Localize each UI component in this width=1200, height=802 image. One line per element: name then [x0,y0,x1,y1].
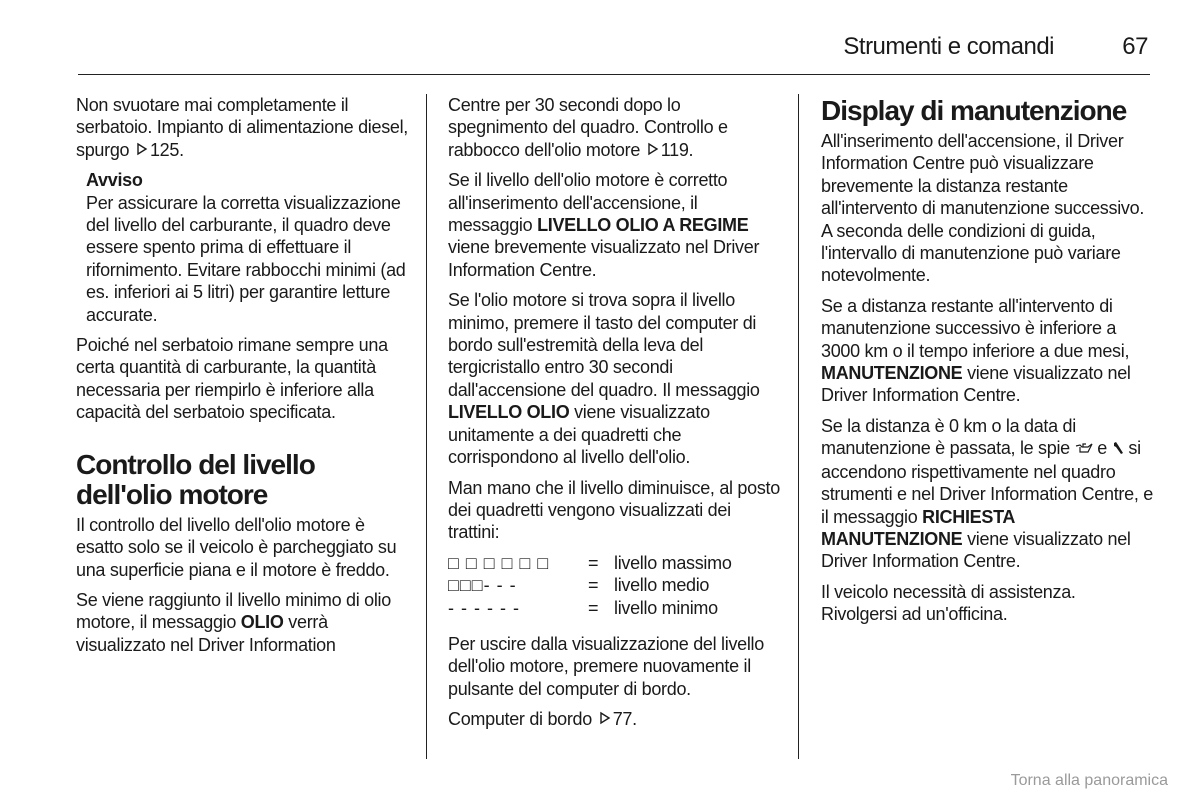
page-header [78,22,1148,72]
back-to-overview-link[interactable]: Torna alla panoramica [1010,772,1168,789]
message-maintenance-request: RICHIESTA MANUTENZIONE [821,506,1015,549]
paragraph: Se a distanza restante all'intervento di manutenzione successivo è inferiore a 3000 km o il tempo inferiore a due mesi, MANUTENZIONE viene visualizzato nel Driver Information Centre. [821,295,1131,406]
wrench-icon [1112,438,1124,460]
paragraph: Il controllo del livello dell'olio motore è esatto solo se il veicolo è parcheggiato su una superficie piana e il motore è freddo. [76,514,397,580]
paragraph: Non svuotare mai completamente il serbatoio. Impianto di alimentazione diesel, spurgo 125. [76,95,408,160]
table-row: □□□- - - = livello medio [448,575,710,596]
paragraph: Man mano che il livello diminuisce, al posto dei quadretti vengono visualizzati dei trattini: [448,477,780,543]
column-divider-1 [426,94,427,759]
paragraph: Poiché nel serbatoio rimane sempre una certa quantità di carburante, la quantità necessaria per riempirlo è inferiore alla capacità del serbatoio specificata. [76,335,388,423]
note-title: Avviso [86,170,143,191]
message-oil: OLIO [240,612,284,633]
table-row: □ □ □ □ □ □ = livello massimo [448,552,732,573]
header-rule [78,74,1150,75]
paragraph: Se l'olio motore si trova sopra il livello minimo, premere il tasto del computer di bordo sull'estremità della leva del tergicristallo entro 30 secondi dall'accensione del quadro. Il messaggio LIVELLO OLIO viene visualizzato unitamente a dei quadretti che corrispondono al livello dell'olio. [448,290,760,468]
paragraph: Computer di bordo 77. [448,709,637,730]
oil-level-table [448,552,732,619]
paragraph: Se la distanza è 0 km o la data di manutenzione è passata, le spie e si accendono rispettivamente nel quadro strumenti e nel Driver Information Centre, e il messaggio RICHIESTA MANUTENZIONE viene visualizzato nel Driver Information Centre. [821,415,1153,572]
paragraph: Il veicolo necessità di assistenza. Rivolgersi ad un'officina. [821,581,1076,625]
page-reference-arrow-icon [647,139,659,161]
paragraph: Se il livello dell'olio motore è corretto all'inserimento dell'accensione, il messaggio LIVELLO OLIO A REGIME viene brevemente visualizzato nel Driver Information Centre. [448,170,760,280]
paragraph: Se viene raggiunto il livello minimo di olio motore, il messaggio OLIO verrà visualizzato nel Driver Information [76,589,391,655]
message-oil-level: LIVELLO OLIO [448,402,570,423]
page-reference-arrow-icon [599,708,611,730]
oil-can-icon [1075,438,1093,460]
column-divider-2 [798,94,799,759]
paragraph: Per uscire dalla visualizzazione del livello dell'olio motore, premere nuovamente il pulsante del computer di bordo. [448,633,764,699]
note-box [86,169,410,326]
note-text: Per assicurare la corretta visualizzazione del livello del carburante, il quadro deve essere spento prima di effettuare il rifornimento. Evitare rabbocchi minimi (ad es. inferiori ai 5 litri) per garantire letture accurate. [86,192,406,325]
section-heading: Controllo del livello dell'olio motore [76,448,315,510]
column-2 [448,94,780,739]
message-oil-level-ok: LIVELLO OLIO A REGIME [537,215,749,236]
page-number: 67 [1122,33,1148,60]
section-title: Strumenti e comandi [843,33,1054,60]
column-3 [821,94,1155,634]
table-row: - - - - - - = livello minimo [448,597,718,618]
paragraph: Centre per 30 secondi dopo lo spegnimento del quadro. Controllo e rabbocco dell'olio motore 119. [448,95,728,160]
page-reference-arrow-icon [136,139,148,161]
column-1 [76,94,410,664]
message-maintenance: MANUTENZIONE [821,363,963,384]
section-heading: Display di manutenzione [821,95,1127,126]
paragraph: All'inserimento dell'accensione, il Driver Information Centre può visualizzare brevemente la distanza restante all'intervento di manutenzione successivo. A seconda delle condizioni di guida, l'intervallo di manutenzione può variare notevolmente. [821,131,1145,286]
